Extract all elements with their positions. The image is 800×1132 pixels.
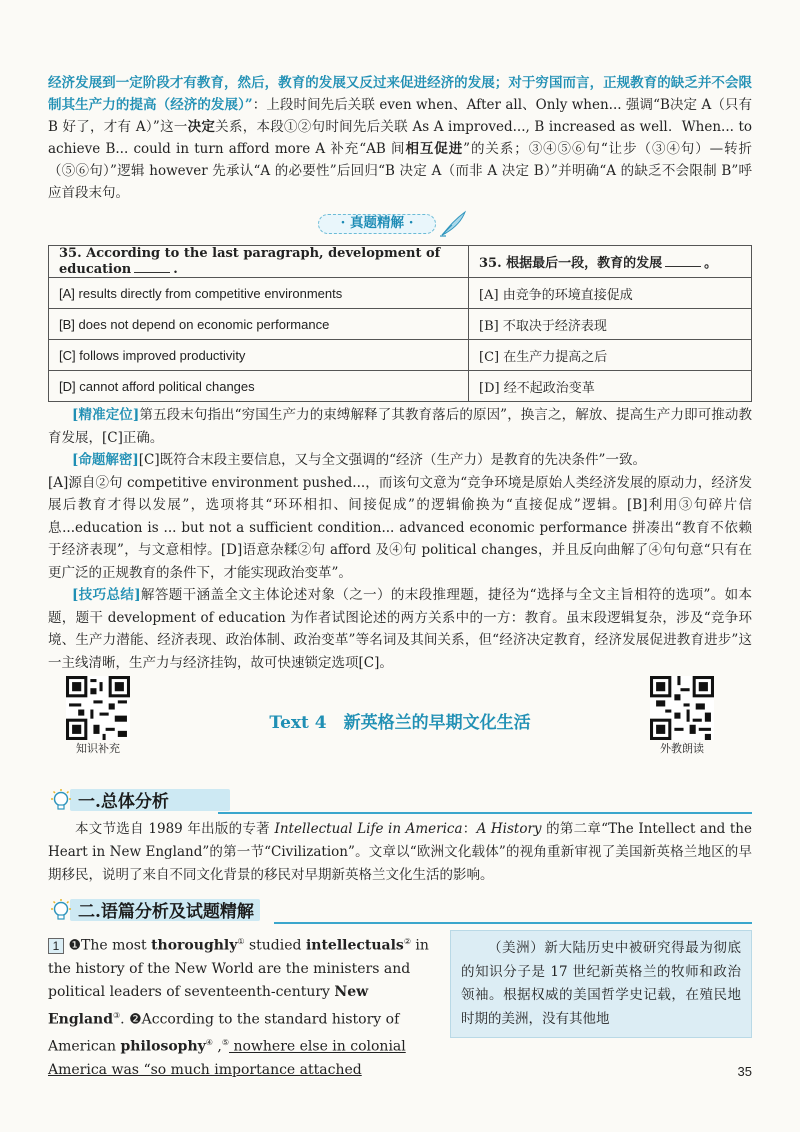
option-b-en: [B] does not depend on economic performance <box>49 309 469 340</box>
page-number: 35 <box>737 1064 752 1079</box>
option-d-en: [D] cannot afford political changes <box>49 371 469 402</box>
intro-text-2: 关系，本段①②句时间先后关联 As A improved..., B increased as well．When... to achieve B... could in turn afford more A 补充“AB 间 <box>48 119 753 157</box>
analysis-decode: [命题解密][C]既符合末段主要信息，又与全文强调的“经济（生产力）是教育的先决条件”一致。 <box>72 452 646 468</box>
intro-text-1: ：上段时间先后关联 even when、After all、Only when... 强调“B决定 A（只有 B 好了，才有 A）”这一 <box>48 97 752 135</box>
answer-blank <box>134 261 170 273</box>
paragraph-number: 1 <box>48 938 64 954</box>
question-stem-row <box>49 246 752 278</box>
section-discourse-label: 二.语篇分析及试题精解 <box>78 902 254 922</box>
option-a-en: [A] results directly from competitive environments <box>49 278 469 309</box>
section-overview-label: 一.总体分析 <box>78 792 169 812</box>
translation-box: （美洲）新大陆历史中被研究得最为彻底的知识分子是 17 世纪新英格兰的牧师和政治领袖。根据权威的美国哲学史记载，在殖民地时期的美洲，没有其他地 <box>450 930 752 1038</box>
option-row-b <box>49 309 752 340</box>
quill-pen-icon <box>438 210 468 238</box>
passage-paragraph-1: 1 ❶The most thoroughly① studied intellectuals② in the history of the New World are the ministers and political leaders of seventeenth-century New England③. ❷According to the standard history of American philosophy④ ,⑤ nowhere else in colonial America was “so much importance attached <box>48 937 429 1078</box>
analysis-distractors: [A]源自②句 competitive environment pushed...，而该句文意为“竞争环境是原始人类经济发展的原动力，经济发展后教育才得以发展”，选项将其“环环相扣、间接促成”的逻辑偷换为“直接促成”逻辑。[B]利用③句碎片信息...education is ... but not a sufficient condition... advanced economic performance 拼凑出“教育不依赖于经济表现”，与文意相悖。[D]语意杂糅②句 afford 及④句 political changes，并且反向曲解了④句句意“只有在更广泛的正规教育的条件下，才能实现政治变革”。 <box>48 474 752 581</box>
intro-highlight: 经济发展到一定阶段才有教育，然后，教育的发展又反过来促进经济的发展；对于穷国而言，正规教育的缺乏并不会限制其生产力的提高（经济的发展）” <box>48 75 752 113</box>
question-table <box>48 245 752 402</box>
intro-bold-2: 相互促进 <box>405 141 464 157</box>
qr-code-icon-right[interactable] <box>650 676 714 740</box>
lightbulb-icon-2 <box>48 898 74 924</box>
question-stem-en: 35. According to the last paragraph, development of education . <box>49 246 469 278</box>
option-row-d <box>49 371 752 402</box>
option-row-a <box>49 278 752 309</box>
intro-text-3: ”的关系；③④⑤⑥句“让步（③④句）—转折（⑤⑥句）”逻辑 however 先承认“A 的必要性”后回归“B 决定 A（而非 A 决定 B）”并明确“A 的缺乏不会限制 B”呼应首段末句。 <box>48 141 753 201</box>
analysis-locate: [精准定位]第五段末句指出“穷国生产力的束缚解释了其教育落后的原因”，换言之，解放、提高生产力即可推动教育发展，[C]正确。 <box>48 407 752 446</box>
section-overview-header <box>48 786 752 816</box>
lightbulb-icon <box>48 788 74 814</box>
intro-paragraph <box>48 72 752 204</box>
option-c-en: [C] follows improved productivity <box>49 340 469 371</box>
section-discourse-header <box>48 896 752 926</box>
option-c-zh: [C] 在生产力提高之后 <box>469 340 752 371</box>
option-d-zh: [D] 经不起政治变革 <box>469 371 752 402</box>
section-badge <box>318 212 482 236</box>
qr-right-label: 外教朗读 <box>660 743 704 755</box>
answer-blank-zh <box>665 255 701 267</box>
text-title: Text 4 新英格兰的早期文化生活 <box>269 713 531 733</box>
answer-analysis <box>48 404 752 674</box>
badge-label: · 真题精解 · <box>318 214 436 234</box>
qr-left-label: 知识补充 <box>76 743 120 755</box>
option-row-c <box>49 340 752 371</box>
question-stem-zh: 35. 根据最后一段，教育的发展 。 <box>469 246 752 278</box>
option-b-zh: [B] 不取决于经济表现 <box>469 309 752 340</box>
overview-summary: 本文节选自 1989 年出版的专著 Intellectual Life in America：A History 的第二章“The Intellect and the Heart in New England”的第一节“Civilization”。文章以“欧洲文化载体”的视角重新审视了美国新英格兰地区的早期移民，说明了来自不同文化背景的移民对早期新英格兰文化生活的影响。 <box>48 821 752 883</box>
analysis-tips: [技巧总结]解答题干涵盖全文主体论述对象（之一）的末段推理题，捷径为“选择与全文主旨相符的选项”。如本题，题干 development of education 为作者试图论述的两方关系中的一方：教育。虽末段逻辑复杂，涉及“竞争环境、生产力潜能、经济表现、政治体制、政治变革”等名词及其间关系，但“经济决定教育，经济发展促进教育进步”这一主线清晰，生产力与经济挂钩，故可快速锁定选项[C]。 <box>48 587 752 671</box>
intro-bold-1: 决定 <box>187 119 216 135</box>
option-a-zh: [A] 由竞争的环境直接促成 <box>469 278 752 309</box>
